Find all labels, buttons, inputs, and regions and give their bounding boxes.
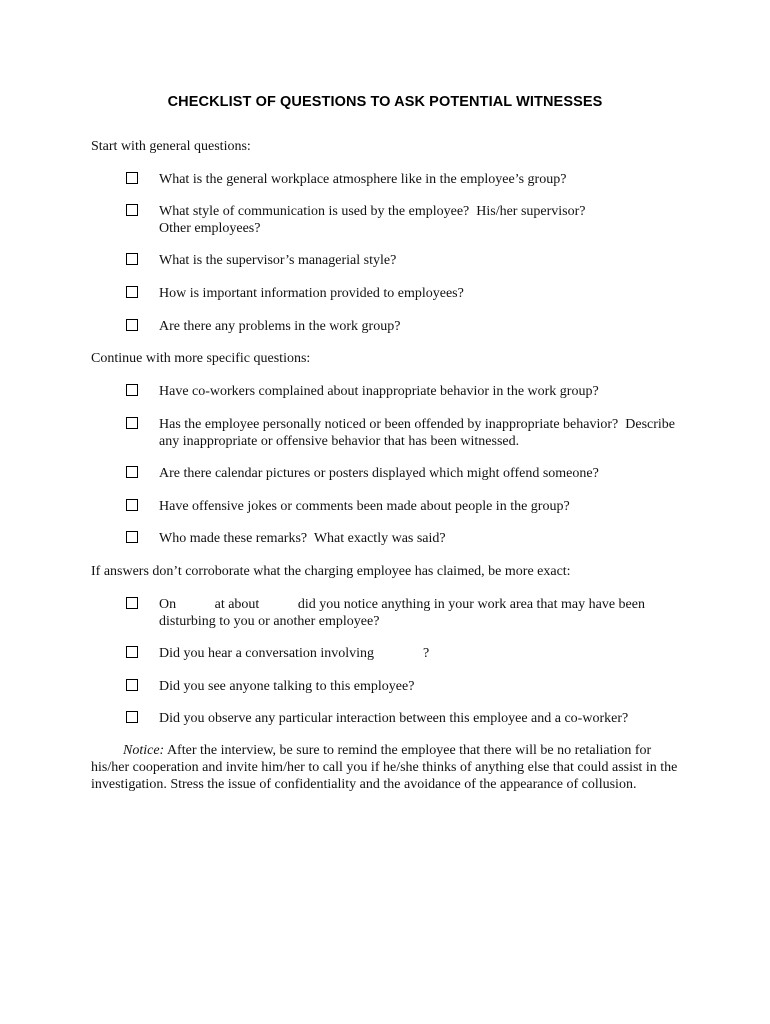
checkbox[interactable]	[126, 646, 138, 658]
checkbox[interactable]	[126, 172, 138, 184]
checkbox[interactable]	[126, 319, 138, 331]
checkbox[interactable]	[126, 204, 138, 216]
section-heading-general: Start with general questions:	[91, 139, 251, 154]
section-heading-specific: Continue with more specific questions:	[91, 351, 311, 366]
checkbox[interactable]	[126, 499, 138, 511]
checkbox[interactable]	[126, 531, 138, 543]
question-text: Have co-workers complained about inappropriate behavior in the work group?	[159, 384, 599, 399]
question-text: What style of communication is used by the employee? His/her supervisor? Other employees?	[159, 204, 586, 236]
notice-paragraph	[91, 742, 691, 793]
checkbox[interactable]	[126, 384, 138, 396]
question-text: Who made these remarks? What exactly was said?	[159, 531, 446, 546]
question-text: On at about did you notice anything in your work area that may have been disturbing to you or another employee?	[159, 597, 645, 629]
question-text: Have offensive jokes or comments been made about people in the group?	[159, 499, 570, 514]
notice-label: Notice:	[123, 743, 165, 758]
checkbox[interactable]	[126, 417, 138, 429]
question-text: Has the employee personally noticed or been offended by inappropriate behavior? Describe any inappropriate or offensive behavior that has been witnessed.	[159, 417, 675, 449]
checkbox[interactable]	[126, 286, 138, 298]
question-text: What is the general workplace atmosphere like in the employee’s group?	[159, 172, 567, 187]
checkbox[interactable]	[126, 597, 138, 609]
question-text: What is the supervisor’s managerial style?	[159, 253, 397, 268]
checkbox[interactable]	[126, 679, 138, 691]
page-title: CHECKLIST OF QUESTIONS TO ASK POTENTIAL WITNESSES	[167, 94, 603, 110]
question-text: Are there any problems in the work group?	[159, 319, 401, 334]
question-text: Did you observe any particular interaction between this employee and a co-worker?	[159, 711, 629, 726]
question-text: How is important information provided to employees?	[159, 286, 464, 301]
question-text: Did you see anyone talking to this employee?	[159, 679, 415, 694]
question-text: Are there calendar pictures or posters displayed which might offend someone?	[159, 466, 599, 481]
section-heading-exact: If answers don’t corroborate what the charging employee has claimed, be more exact:	[91, 564, 571, 579]
checkbox[interactable]	[126, 711, 138, 723]
question-text: Did you hear a conversation involving ?	[159, 646, 430, 661]
checkbox[interactable]	[126, 466, 138, 478]
checkbox[interactable]	[126, 253, 138, 265]
notice-text: After the interview, be sure to remind the employee that there will be no retaliation for his/her cooperation and invite him/her to call you if he/she thinks of anything else that could assist in the investigation. Stress the issue of confidentiality and the avoidance of the appearance of collusion.	[91, 743, 678, 792]
